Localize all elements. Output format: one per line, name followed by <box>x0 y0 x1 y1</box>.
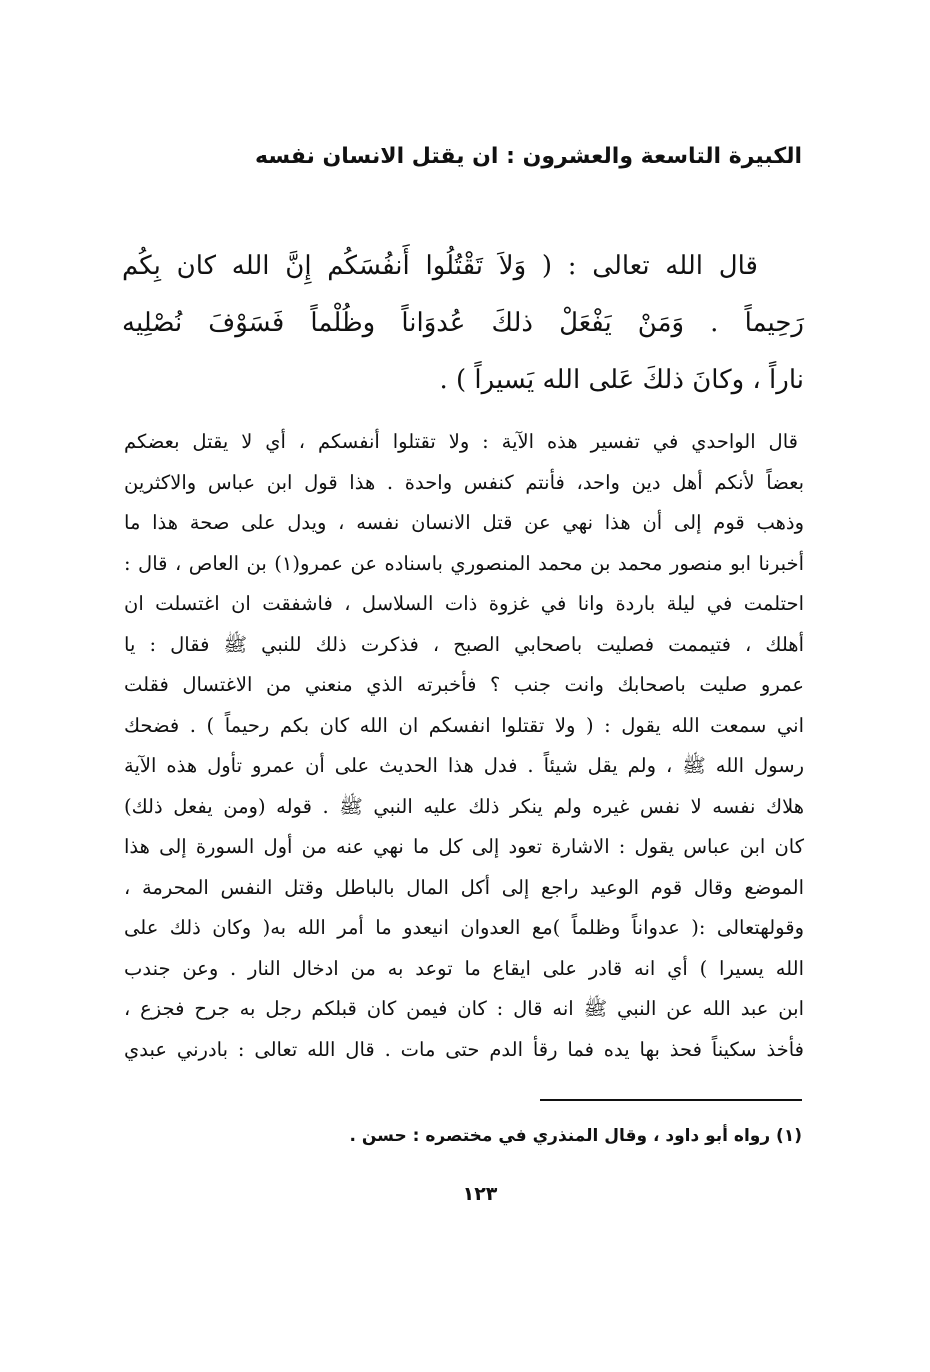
text-line: أخبرنا ابو منصور محمد بن محمد المنصوري باسناده عن عمرو(١) بن العاص ، قال : <box>124 551 805 575</box>
text-line: الموضع وقال قوم الوعيد راجع إلى أكل المال بالباطل وقتل النفس المحرمة ، <box>124 875 804 899</box>
text-line: الله يسيرا ) أي انه قادر على ايقاع ما توعد به من ادخال النار . وعن جندب <box>124 956 804 980</box>
text-line: كان ابن عباس يقول : الاشارة تعود إلى كل ما نهي عنه من أول السورة إلى هذا <box>124 835 804 858</box>
text-line: بعضاً لأنكم أهل دين واحد، فأنتم كنفس واحدة . هذا قول ابن عباس والاكثرين <box>124 470 804 494</box>
text-line: أهلك ، فتيممت فصليت باصحابي الصبح ، فذكرت ذلك للنبي ﷺ فقال : يا <box>124 632 804 656</box>
verse-line: رَحِيماً . وَمَنْ يَفْعَلْ ذلكَ عُدوَاناً وظُلْماً فَسَوْفَ نُصْلِيه <box>122 308 804 338</box>
footnote-divider <box>540 1099 802 1101</box>
text-line: احتلمت في ليلة باردة وانا في غزوة ذات السلاسل ، فاشفقت ان اغتسلت ان <box>124 592 804 615</box>
text-line: وذهب قوم إلى أن هذا نهي عن قتل الانسان نفسه ، ويدل على صحة هذا ما <box>124 511 804 534</box>
verse-line: ناراً ، وكانَ ذلكَ عَلى الله يَسيراً ) . <box>439 365 804 395</box>
text-line: اني سمعت الله يقول : ( ولا تقتلوا انفسكم ان الله كان بكم رحيماً ) . فضحك <box>124 713 804 737</box>
text-line: رسول الله ﷺ ، ولم يقل شيئاً . فدل هذا الحديث على أن عمرو تأول هذه الآية <box>124 754 804 777</box>
text-line: وقولهتعالى :( عدواناً وظلماً )مع العدوان انيعدو ما أمر الله به( وكان ذلك على <box>124 916 804 939</box>
text-line: فأخذ سكيناً فحذ بها يده فما رقأ الدم حتى مات . قال الله تعالى : بادرني عبدي <box>124 1037 804 1061</box>
text-line: ابن عبد الله عن النبي ﷺ انه قال : كان فيمن كان قبلكم رجل به جرح فجزع ، <box>124 997 804 1020</box>
text-line: قال الواحدي في تفسير هذه الآية : ولا تقتلوا أنفسكم ، أي لا يقتل بعضكم <box>124 430 798 453</box>
text-line: هلاك نفسه لا نفس غيره ولم ينكر ذلك عليه النبي ﷺ . قوله (ومن يفعل ذلك) <box>124 794 804 818</box>
chapter-title: الكبيرة التاسعة والعشرون : ان يقتل الانسان نفسه <box>255 144 802 169</box>
verse-line: قال الله تعالى : ( وَلاَ تَقْتُلُوا أَنفُسَكُم إِنَّ الله كان بِكُم <box>122 251 758 281</box>
commentary-text <box>124 422 804 1070</box>
page-number: ١٢٣ <box>462 1183 498 1205</box>
footnote: (١) رواه أبو داود ، وقال المنذري في مختصره : حسن . <box>349 1126 802 1146</box>
quran-verse <box>122 238 804 409</box>
text-line: عمرو صليت باصحابك وانت جنب ؟ فأخبرته الذي منعني من الاغتسال فقلت <box>124 673 804 696</box>
